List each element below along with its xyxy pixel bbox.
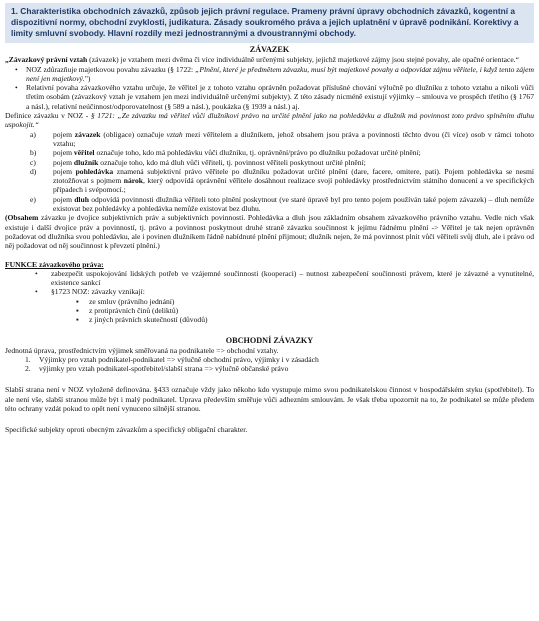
slabsi-strana-paragraph: Slabší strana není v NOZ vyloženě definována. §433 označuje vždy jako někoho kdo vystupuje mimo svou podnikatelskou činnost v hospodářském styku (spotřebitel). To ale není vše, slabší stranou může být i malý podnikatel. Uprava především směřuje vůči adhezním smlouvám. Je však třeba upozornit na to, že podnikatel se může předem této ochrany vzdát pokud to opět není vynuceno silnější stranou. [5, 385, 534, 414]
specificke-subjekty-paragraph: Specifické subjekty oproti obecným závazkům a specifický obligační charakter. [5, 425, 248, 435]
obsah-paragraph: (Obsahem závazku je dvojice subjektivních práv a subjektivních povinností. Pohledávka a dluh jsou základním obsahem závazkového právního vztahu. Vedle nich však existuje i další dvojice práv a povinností, tj. právo a povinnost poskytnout druhé straně závazku součinnost k jejímu řádnému plnění -> Věřitel je tak nejen oprávněn požadovat od dlužníka svou pohledávku, ale i povinen dlužníkem řádně nabídnuté plnění přijmout; dlužník nejen, že má povinnost plnit vůči věřiteli svůj dluh, ale i právo od něj požadovat od něj součinnost k převzetí plnění.) [5, 213, 534, 251]
square-bullet-icon: ▪ [76, 306, 79, 315]
square-bullet-icon: ▪ [76, 296, 79, 306]
intro-term: „Závazkový právní vztah [5, 55, 88, 65]
document-page [0, 3, 539, 621]
list-item-a: a) pojem závazek (obligace) označuje vztah mezi věřitelem a dlužníkem, jehož obsahem jsou práva a povinnosti těchto dvou (či více) osob v rámci tohoto vztahu; [30, 129, 534, 148]
quote-1722: „Plnění, které je předmětem závazku, musí být majetkové povahy a odpovídat zájmu věřitele, i když tento zájem není jen majetkový. [26, 64, 535, 83]
bullet-icon: • [15, 83, 18, 93]
definition-paragraph: Definice závazku v NOZ - § 1721: „Ze závazku má věřitel vůči dlužníkovi právo na určité plnění jako na pohledávku a dlužník má povinnost toto právo splněním dluhu uspokojit.“ [5, 111, 535, 130]
spacer [5, 251, 534, 260]
funkce-bullet-2: • §1723 NOZ: závazky vznikají: [35, 287, 145, 297]
spacer [5, 325, 534, 334]
heading-obchodni-zavazky: OBCHODNÍ ZÁVAZKY [225, 335, 314, 345]
funkce-bullet-1: • zabezpečit uspokojování lidských potřeb ve vzájemné součinnosti (kooperaci) – nutnost zabezpečení součinnosti právem, které je závazné a vynutitelné, existence sankcí [35, 268, 534, 288]
sub-bullet-deliktu: ▪ z protiprávních činů (deliktů) [76, 306, 179, 315]
spacer [5, 413, 534, 425]
list-item-d: d) pojem pohledávka znamená subjektivní právo věřitele po dlužníku požadovat určité plnění (dare, facere, omitere, pati). Pojem pohledávka se nesmí ztotožňovat s pojmem nárok, který odpovídá oprávnění věřitele dosáhnout realizace svojí pohledávky prostřednictvím státního donucení a ve specifických případech i svépomocí.; [30, 166, 534, 195]
bullet-noz-majetkova: • NOZ zdůrazňuje majetkovou povahu závazku (§ 1722: „Plnění, které je předmětem závazku, musí být majetkové povahy a odpovídat zájmu věřitele, i když tento zájem není jen majetkový.") [15, 64, 535, 83]
heading-funkce: FUNKCE závazkového práva: [5, 259, 104, 269]
heading-zavazek: ZÁVAZEK [249, 45, 290, 55]
obchodni-intro: Jednotná úprava, prostřednictvím výjimek směřovaná na podnikatele => obchodní vztahy. [5, 345, 279, 355]
numbered-item-2: 2. výjimky pro vztah podnikatel-spotřebitel/slabší strana => výlučně občanské právo [25, 364, 289, 374]
square-bullet-icon: ▪ [76, 315, 79, 325]
sub-bullet-smluv: ▪ ze smluv (právního jednání) [76, 296, 175, 306]
intro-paragraph: „Závazkový právní vztah (závazek) je vztahem mezi dvěma či více individuálně určenými subjekty, jejichž majetkové zájmy jsou stejné povahy, ale opačné orientace.“ [5, 55, 519, 65]
list-item-c: c) pojem dlužník označuje toho, kdo má dluh vůči věřiteli, tj. povinnost věřiteli poskytnout určité plnění; [30, 157, 366, 167]
sub-bullet-jinych: ▪ z jiných právních skutečností (důvodů) [76, 315, 208, 325]
bullet-relativni-povaha: • Relativní povaha závazkového vztahu určuje, že věřitel je z tohoto vztahu oprávněn požadovat příslušné chování výlučně po dlužníku z tohoto vztahu a nikoli vůči třetím osobám (závazkový vztah je vztahem jen mezi individuálně určenými subjekty). Z této zásady nicméně existují výjimky – smlouva ve prospěch třetího (§ 1767 a násl.), relativní neúčinnost/odporovatelnost (§ 589 a násl.), poukázka (§ 1939 a násl.) aj. [15, 83, 534, 111]
bullet-icon: • [35, 287, 38, 297]
definition-quote: § 1721: „Ze závazku má věřitel vůči dlužníkovi právo na určité plnění jako na pohledávku a dlužník má povinnost toto právo splněním dluhu uspokojit.“ [5, 111, 535, 130]
section-heading: 1. Charakteristika obchodních závazků, způsob jejich právní regulace. Prameny právní úpravy obchodních závazků, kogentní a dispozitivní normy, obchodní zvyklosti, judikatura. Zásady soukromého práva a jejich uplatnění v úpravě podnikání. Korektivy a limity smluvní svobody. Hlavní rozdíly mezi jednostrannými a dvoustrannými obchody. [5, 3, 534, 43]
spacer [5, 373, 534, 385]
bullet-icon: • [35, 268, 38, 278]
numbered-item-1: 1. Výjimky pro vztah podnikatel-podnikatel => výlučně obchodní právo, výjimky i v zásadách [25, 354, 319, 364]
list-item-e: e) pojem dluh odpovídá povinnosti dlužníka věřiteli toto plnění poskytnout (ve staré úpravě byl pro tento pojem používán také pojem závazek) – dluh nemůže existovat bez pohledávky a pohledávka nemůže existovat bez dluhu. [30, 194, 534, 214]
bullet-icon: • [15, 64, 18, 74]
list-item-b: b) pojem věřitel označuje toho, kdo má pohledávku vůči dlužníku, tj. oprávnění/právo po dlužníku požadovat určité plnění; [30, 148, 421, 158]
